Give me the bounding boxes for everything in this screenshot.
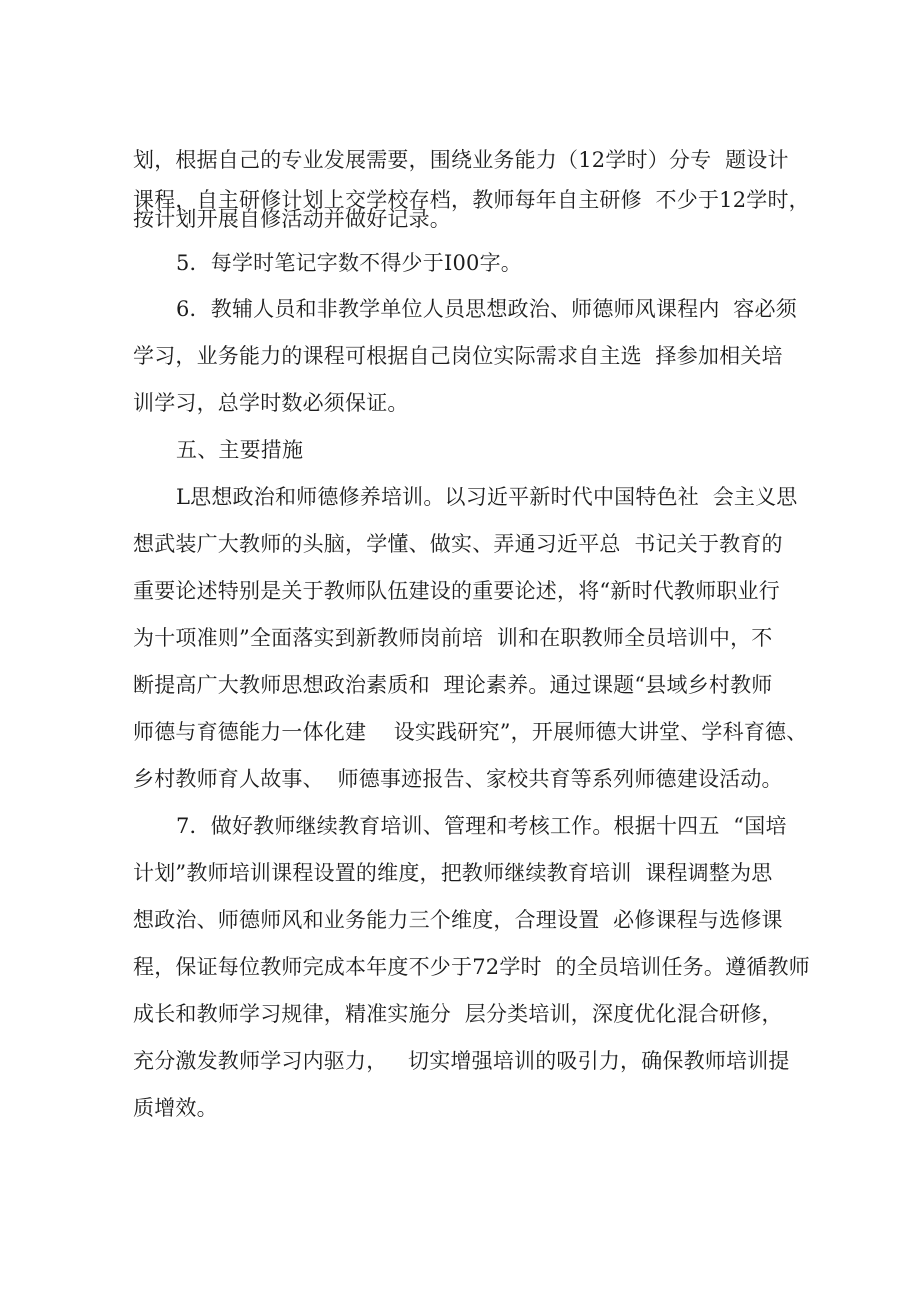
paragraph-line: 想武装广大教师的头脑，学懂、做实、弄通习近平总 书记关于教育的	[133, 532, 783, 556]
paragraph-line: 学习，业务能力的课程可根据自己岗位实际需求自主选 择参加相关培	[133, 344, 783, 368]
list-item-6: 6．教辅人员和非教学单位人员思想政治、师德师风课程内 容必须	[176, 297, 797, 321]
list-item-7: 7．做好教师继续教育培训、管理和考核工作。根据十四五 “国培	[176, 814, 787, 838]
paragraph-line: 计划”教师培训课程设置的维度，把教师继续教育培训 课程调整为思	[133, 861, 773, 885]
paragraph-line: 质增效。	[133, 1096, 218, 1120]
paragraph-line: 程，保证每位教师完成本年度不少于72学时 的全员培训任务。遵循教师	[133, 955, 810, 979]
paragraph-line: 训学习，总学时数必须保证。	[133, 391, 409, 415]
paragraph-line: 为十项准则”全面落实到新教师岗前培 训和在职教师全员培训中，不	[133, 626, 773, 650]
paragraph-line: 划，根据自己的专业发展需要，围绕业务能力（12学时）分专 题设计	[133, 148, 789, 172]
section-heading: 五、主要措施	[176, 438, 304, 462]
paragraph-line: L思想政治和师德修养培训。以习近平新时代中国特色社 会主义思	[176, 485, 798, 509]
paragraph-line: 按计划开展自修活动并做好记录。	[133, 207, 451, 231]
list-item-5: 5．每学时笔记字数不得少于I00字。	[176, 251, 522, 275]
paragraph-line: 师德与育德能力一体化建 设实践研究”，开展师德大讲堂、学科育德、	[133, 720, 808, 744]
paragraph-line: 成长和教师学习规律，精准实施分 层分类培训，深度优化混合研修，	[133, 1002, 783, 1026]
paragraph-line: 乡村教师育人故事、 师德事迹报告、家校共育等系列师德建设活动。	[133, 767, 783, 791]
paragraph-line: 想政治、师德师风和业务能力三个维度，合理设置 必修课程与选修课	[133, 908, 783, 932]
paragraph-line: 重要论述特别是关于教师队伍建设的重要论述，将“新时代教师职业行	[133, 579, 780, 603]
paragraph-line: 断提高广大教师思想政治素质和 理论素养。通过课题“县域乡村教师	[133, 673, 773, 697]
paragraph-line: 课程，自主研修计划上交学校存档，教师每年自主研修 不少于12学时，	[133, 188, 810, 212]
paragraph-line: 充分激发教师学习内驱力， 切实增强培训的吸引力，确保教师培训提	[133, 1049, 790, 1073]
